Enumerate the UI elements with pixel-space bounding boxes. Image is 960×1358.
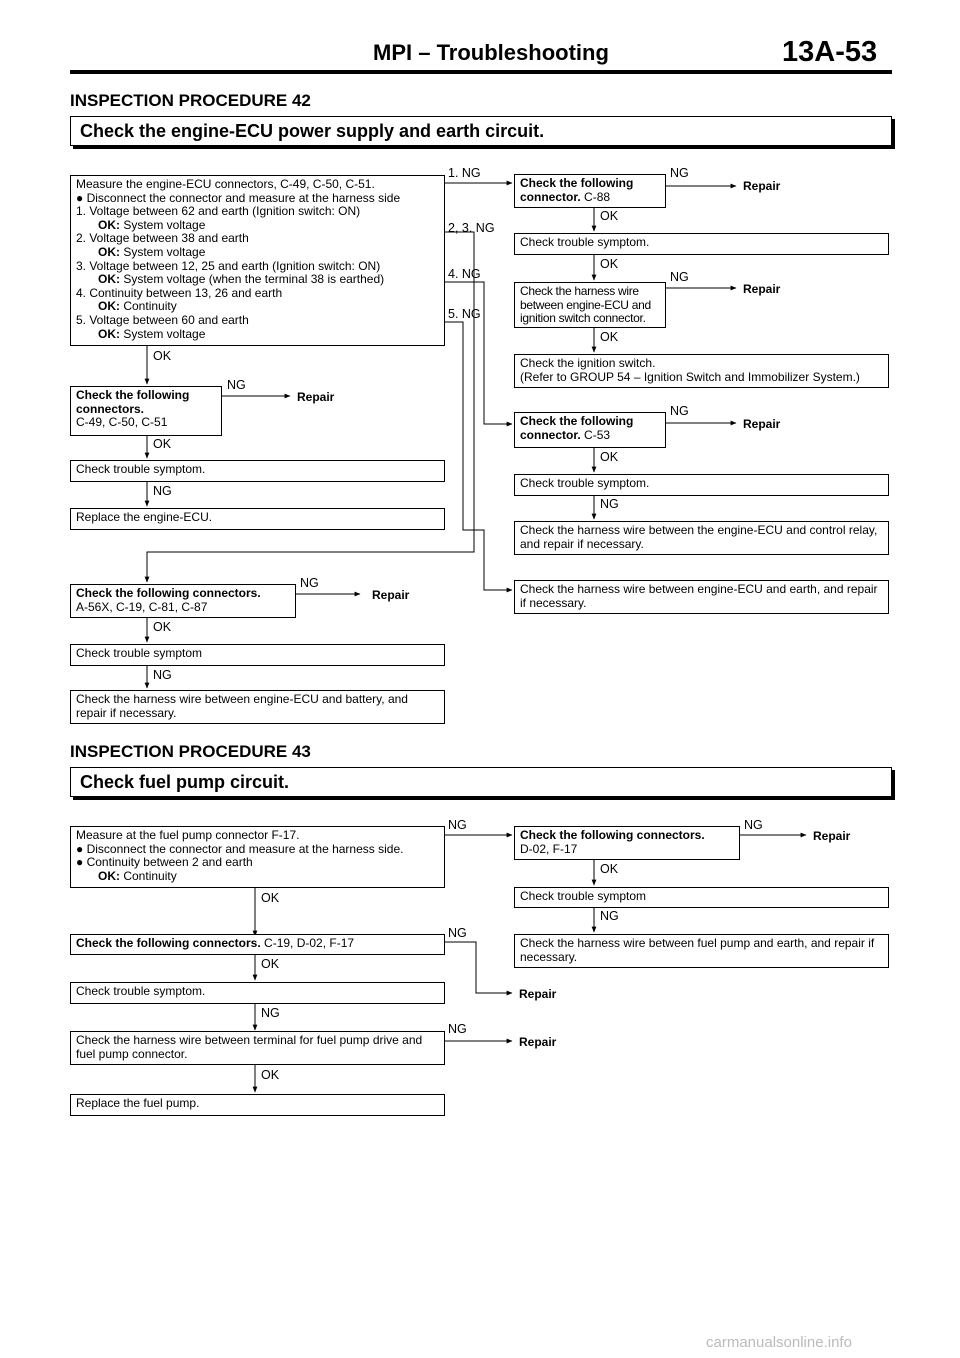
label-ok: OK	[600, 257, 619, 271]
label-ok: OK	[261, 1068, 280, 1082]
p43-arrow-conn-ng-repair	[445, 942, 512, 993]
label-ng: NG	[670, 404, 689, 418]
page-header-title: MPI – Troubleshooting	[373, 40, 609, 65]
label-ng: NG	[670, 270, 689, 284]
label-ok: OK	[153, 620, 172, 634]
label-ok: OK	[600, 450, 619, 464]
label-ng: NG	[448, 818, 467, 832]
p43-conn-box: Check the following connectors. C-19, D-02, F-17	[70, 934, 445, 955]
p42-harness-ign-box: Check the harness wire between engine-ECU and ignition switch connector.	[514, 282, 666, 328]
bullet-icon: ●	[76, 190, 84, 205]
repair-label: Repair	[519, 1035, 557, 1049]
label-ng: NG	[448, 1022, 467, 1036]
label-ng: NG	[600, 909, 619, 923]
label-1-ng: 1. NG	[448, 166, 481, 180]
bullet-icon: ●	[76, 841, 84, 856]
p43-harness-drive-box: Check the harness wire between terminal for fuel pump drive and fuel pump connector.	[70, 1031, 445, 1065]
repair-label: Repair	[813, 829, 851, 843]
label-ok: OK	[600, 862, 619, 876]
label-ok: OK	[261, 957, 280, 971]
repair-label: Repair	[297, 390, 335, 404]
page-number: 13A-53	[782, 36, 878, 68]
label-ng: NG	[227, 378, 246, 392]
p42-conn2-box: Check the following connectors. A-56X, C-19, C-81, C-87	[70, 584, 296, 618]
label-ng: NG	[300, 576, 319, 590]
label-4-ng: 4. NG	[448, 267, 481, 281]
repair-label: Repair	[519, 987, 557, 1001]
repair-label: Repair	[372, 588, 410, 602]
p42-heading: INSPECTION PROCEDURE 42	[70, 91, 311, 110]
p43-r-harness-box: Check the harness wire between fuel pump and earth, and repair if necessary.	[514, 934, 889, 968]
p42-trouble-box: Check trouble symptom.	[70, 460, 445, 482]
label-23-ng: 2, 3. NG	[448, 221, 495, 235]
p42-harness-earth-box: Check the harness wire between engine-ECU and earth, and repair if necessary.	[514, 580, 889, 614]
label-ok: OK	[261, 891, 280, 905]
p42-harness-battery-box: Check the harness wire between engine-ECU and battery, and repair if necessary.	[70, 690, 445, 724]
p42-trouble2-box: Check trouble symptom	[70, 644, 445, 666]
repair-label: Repair	[743, 282, 781, 296]
label-ok: OK	[153, 349, 172, 363]
p43-r-conn-box: Check the following connectors. D-02, F-17	[514, 826, 740, 860]
p43-banner: Check fuel pump circuit.	[70, 767, 892, 797]
p43-measure-box: Measure at the fuel pump connector F-17. ● Disconnect the connector and measure at the harness side. ● Continuity between 2 and earth OK: Continuity	[70, 826, 445, 888]
p42-r-trouble2-box: Check trouble symptom.	[514, 474, 889, 496]
repair-label: Repair	[743, 417, 781, 431]
label-ok: OK	[600, 330, 619, 344]
p42-loop-4ng	[445, 282, 512, 424]
label-ng: NG	[153, 484, 172, 498]
p42-conn-box: Check the following connectors. C-49, C-50, C-51	[70, 386, 222, 436]
p42-measure-bullet-row: ● Disconnect the connector and measure at the harness side	[76, 190, 401, 205]
repair-label: Repair	[743, 179, 781, 193]
p42-conn-c88-box: Check the following connector. C-88	[514, 174, 666, 208]
p42-r-trouble-box: Check trouble symptom.	[514, 233, 889, 255]
p42-ign-switch-box: Check the ignition switch. (Refer to GROUP 54 – Ignition Switch and Immobilizer System.)	[514, 354, 889, 388]
p43-r-trouble-box: Check trouble symptom	[514, 887, 889, 908]
label-ng: NG	[744, 818, 763, 832]
p42-harness-relay-box: Check the harness wire between the engine-ECU and control relay, and repair if necessary.	[514, 521, 889, 555]
p42-replace-ecu-box: Replace the engine-ECU.	[70, 508, 445, 530]
label-ok: OK	[600, 209, 619, 223]
label-ng: NG	[153, 668, 172, 682]
p43-trouble-box: Check trouble symptom.	[70, 982, 445, 1004]
p42-banner: Check the engine-ECU power supply and earth circuit.	[70, 116, 892, 146]
p42-measure-box: Measure the engine-ECU connectors, C-49, C-50, C-51. ● Disconnect the connector and measure at the harness side 1. Voltage between 62 and earth (Ignition switch: ON) OK: System voltage 2. Voltage between 38 and earth OK: System voltage 3. Voltage between 12, 25 and earth (Ignition switch: ON) OK: System voltage (when the terminal 38 is earthed) 4. Continuity between 13, 26 and earth OK: Continuity 5. Voltage between 60 and earth OK: System voltage	[70, 175, 445, 346]
label-ng: NG	[261, 1006, 280, 1020]
label-ok: OK	[153, 437, 172, 451]
label-ng: NG	[670, 166, 689, 180]
p43-replace-pump-box: Replace the fuel pump.	[70, 1094, 445, 1116]
bullet-icon: ●	[76, 855, 84, 870]
label-5-ng: 5. NG	[448, 307, 481, 321]
p42-conn-c53-box: Check the following connector. C-53	[514, 412, 666, 448]
watermark: carmanualsonline.info	[706, 1334, 852, 1351]
label-ng: NG	[448, 926, 467, 940]
p42-loop-5ng	[445, 322, 512, 590]
p42-measure-line1: Measure the engine-ECU connectors, C-49, C-50, C-51.	[76, 177, 375, 191]
label-ng: NG	[600, 497, 619, 511]
p43-heading: INSPECTION PROCEDURE 43	[70, 742, 311, 761]
